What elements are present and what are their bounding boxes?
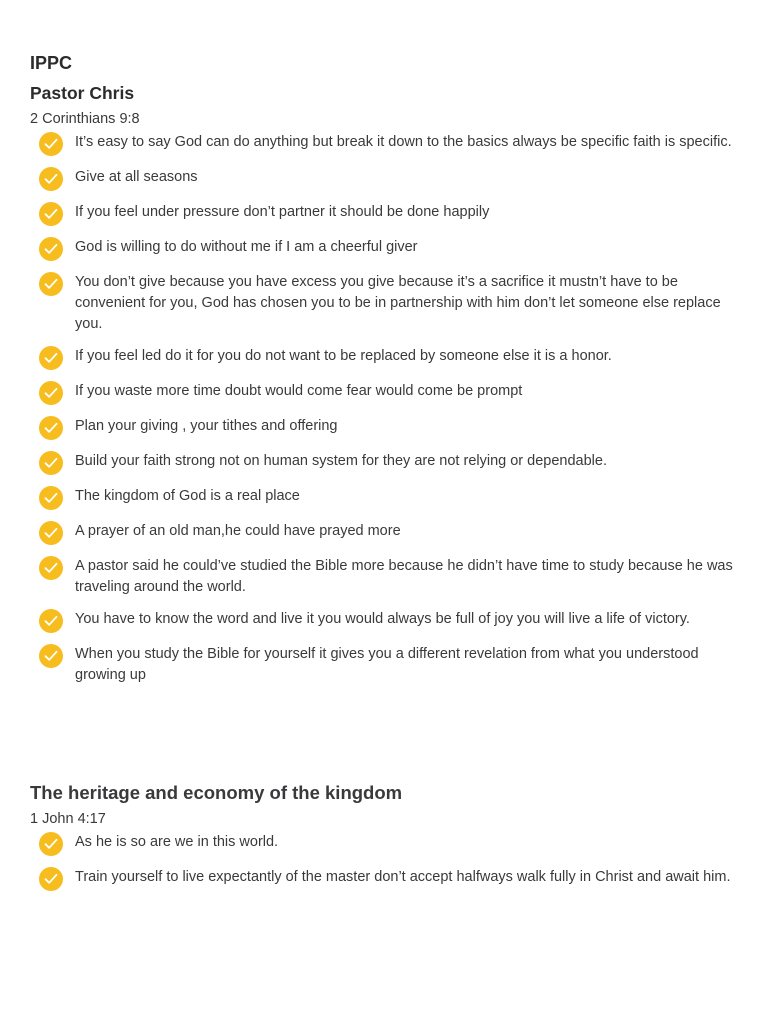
checklist-item [30, 644, 738, 686]
checklist-item-text[interactable]: The kingdom of God is a real place [75, 488, 300, 504]
checkmark-circle-icon[interactable] [39, 521, 63, 545]
checklist-item-text[interactable]: If you feel under pressure don’t partner it should be done happily [75, 204, 490, 220]
checkmark-circle-icon[interactable] [39, 644, 63, 668]
checkmark-circle-icon[interactable] [39, 202, 63, 226]
note-title[interactable]: IPPC [30, 53, 73, 73]
checklist-item [30, 521, 738, 545]
checklist-item-text[interactable]: You have to know the word and live it you would always be full of joy you will live a life of victory. [75, 611, 690, 627]
checklist-item [30, 609, 738, 633]
checklist-item [30, 556, 738, 598]
checkmark-circle-icon[interactable] [39, 346, 63, 370]
checklist-item [30, 867, 738, 891]
checklist [30, 832, 738, 891]
checklist-item [30, 486, 738, 510]
checklist-item [30, 451, 738, 475]
checkmark-circle-icon[interactable] [39, 237, 63, 261]
checklist-item-text[interactable]: You don’t give because you have excess you give because it’s a sacrifice it mustn’t have to be convenient for you, God has chosen you to be in partnership with him don’t let someone else replace you. [75, 274, 721, 332]
checkmark-circle-icon[interactable] [39, 416, 63, 440]
checklist-item [30, 832, 738, 856]
section-heading[interactable]: Pastor Chris [30, 83, 135, 103]
checklist-item-text[interactable]: Build your faith strong not on human system for they are not relying or dependable. [75, 453, 607, 469]
checklist-item-text[interactable]: God is willing to do without me if I am a cheerful giver [75, 239, 418, 255]
checklist-item-text[interactable]: A prayer of an old man,he could have prayed more [75, 523, 401, 539]
checkmark-circle-icon[interactable] [39, 167, 63, 191]
checkmark-circle-icon[interactable] [39, 381, 63, 405]
checklist-item [30, 272, 738, 335]
checklist-item [30, 167, 738, 191]
scripture-reference[interactable]: 2 Corinthians 9:8 [30, 111, 140, 127]
checklist-item [30, 381, 738, 405]
checklist [30, 132, 738, 686]
checkmark-circle-icon[interactable] [39, 556, 63, 580]
checklist-item-text[interactable]: When you study the Bible for yourself it gives you a different revelation from what you understood growing up [75, 646, 699, 683]
checklist-item [30, 237, 738, 261]
checklist-item-text[interactable]: Plan your giving , your tithes and offering [75, 418, 338, 434]
checklist-item [30, 346, 738, 370]
section-heritage [30, 782, 738, 891]
checkmark-circle-icon[interactable] [39, 132, 63, 156]
section-pastor-chris [30, 82, 738, 686]
checklist-item-text[interactable]: Give at all seasons [75, 169, 198, 185]
checklist-item-text[interactable]: Train yourself to live expectantly of the master don’t accept halfways walk fully in Christ and await him. [75, 869, 731, 885]
checklist-item [30, 416, 738, 440]
checklist-item-text[interactable]: If you feel led do it for you do not want to be replaced by someone else it is a honor. [75, 348, 612, 364]
scripture-reference[interactable]: 1 John 4:17 [30, 811, 106, 827]
checklist-item [30, 202, 738, 226]
checkmark-circle-icon[interactable] [39, 486, 63, 510]
checklist-item-text[interactable]: A pastor said he could’ve studied the Bible more because he didn’t have time to study because he was traveling around the world. [75, 558, 733, 595]
checklist-item-text[interactable]: If you waste more time doubt would come fear would come be prompt [75, 383, 523, 399]
checkmark-circle-icon[interactable] [39, 832, 63, 856]
checklist-item-text[interactable]: It’s easy to say God can do anything but break it down to the basics always be specific faith is specific. [75, 134, 732, 150]
section-heading[interactable]: The heritage and economy of the kingdom [30, 782, 403, 803]
checklist-item-text[interactable]: As he is so are we in this world. [75, 834, 279, 850]
checkmark-circle-icon[interactable] [39, 272, 63, 296]
checkmark-circle-icon[interactable] [39, 867, 63, 891]
checklist-item [30, 132, 738, 156]
checkmark-circle-icon[interactable] [39, 609, 63, 633]
checkmark-circle-icon[interactable] [39, 451, 63, 475]
